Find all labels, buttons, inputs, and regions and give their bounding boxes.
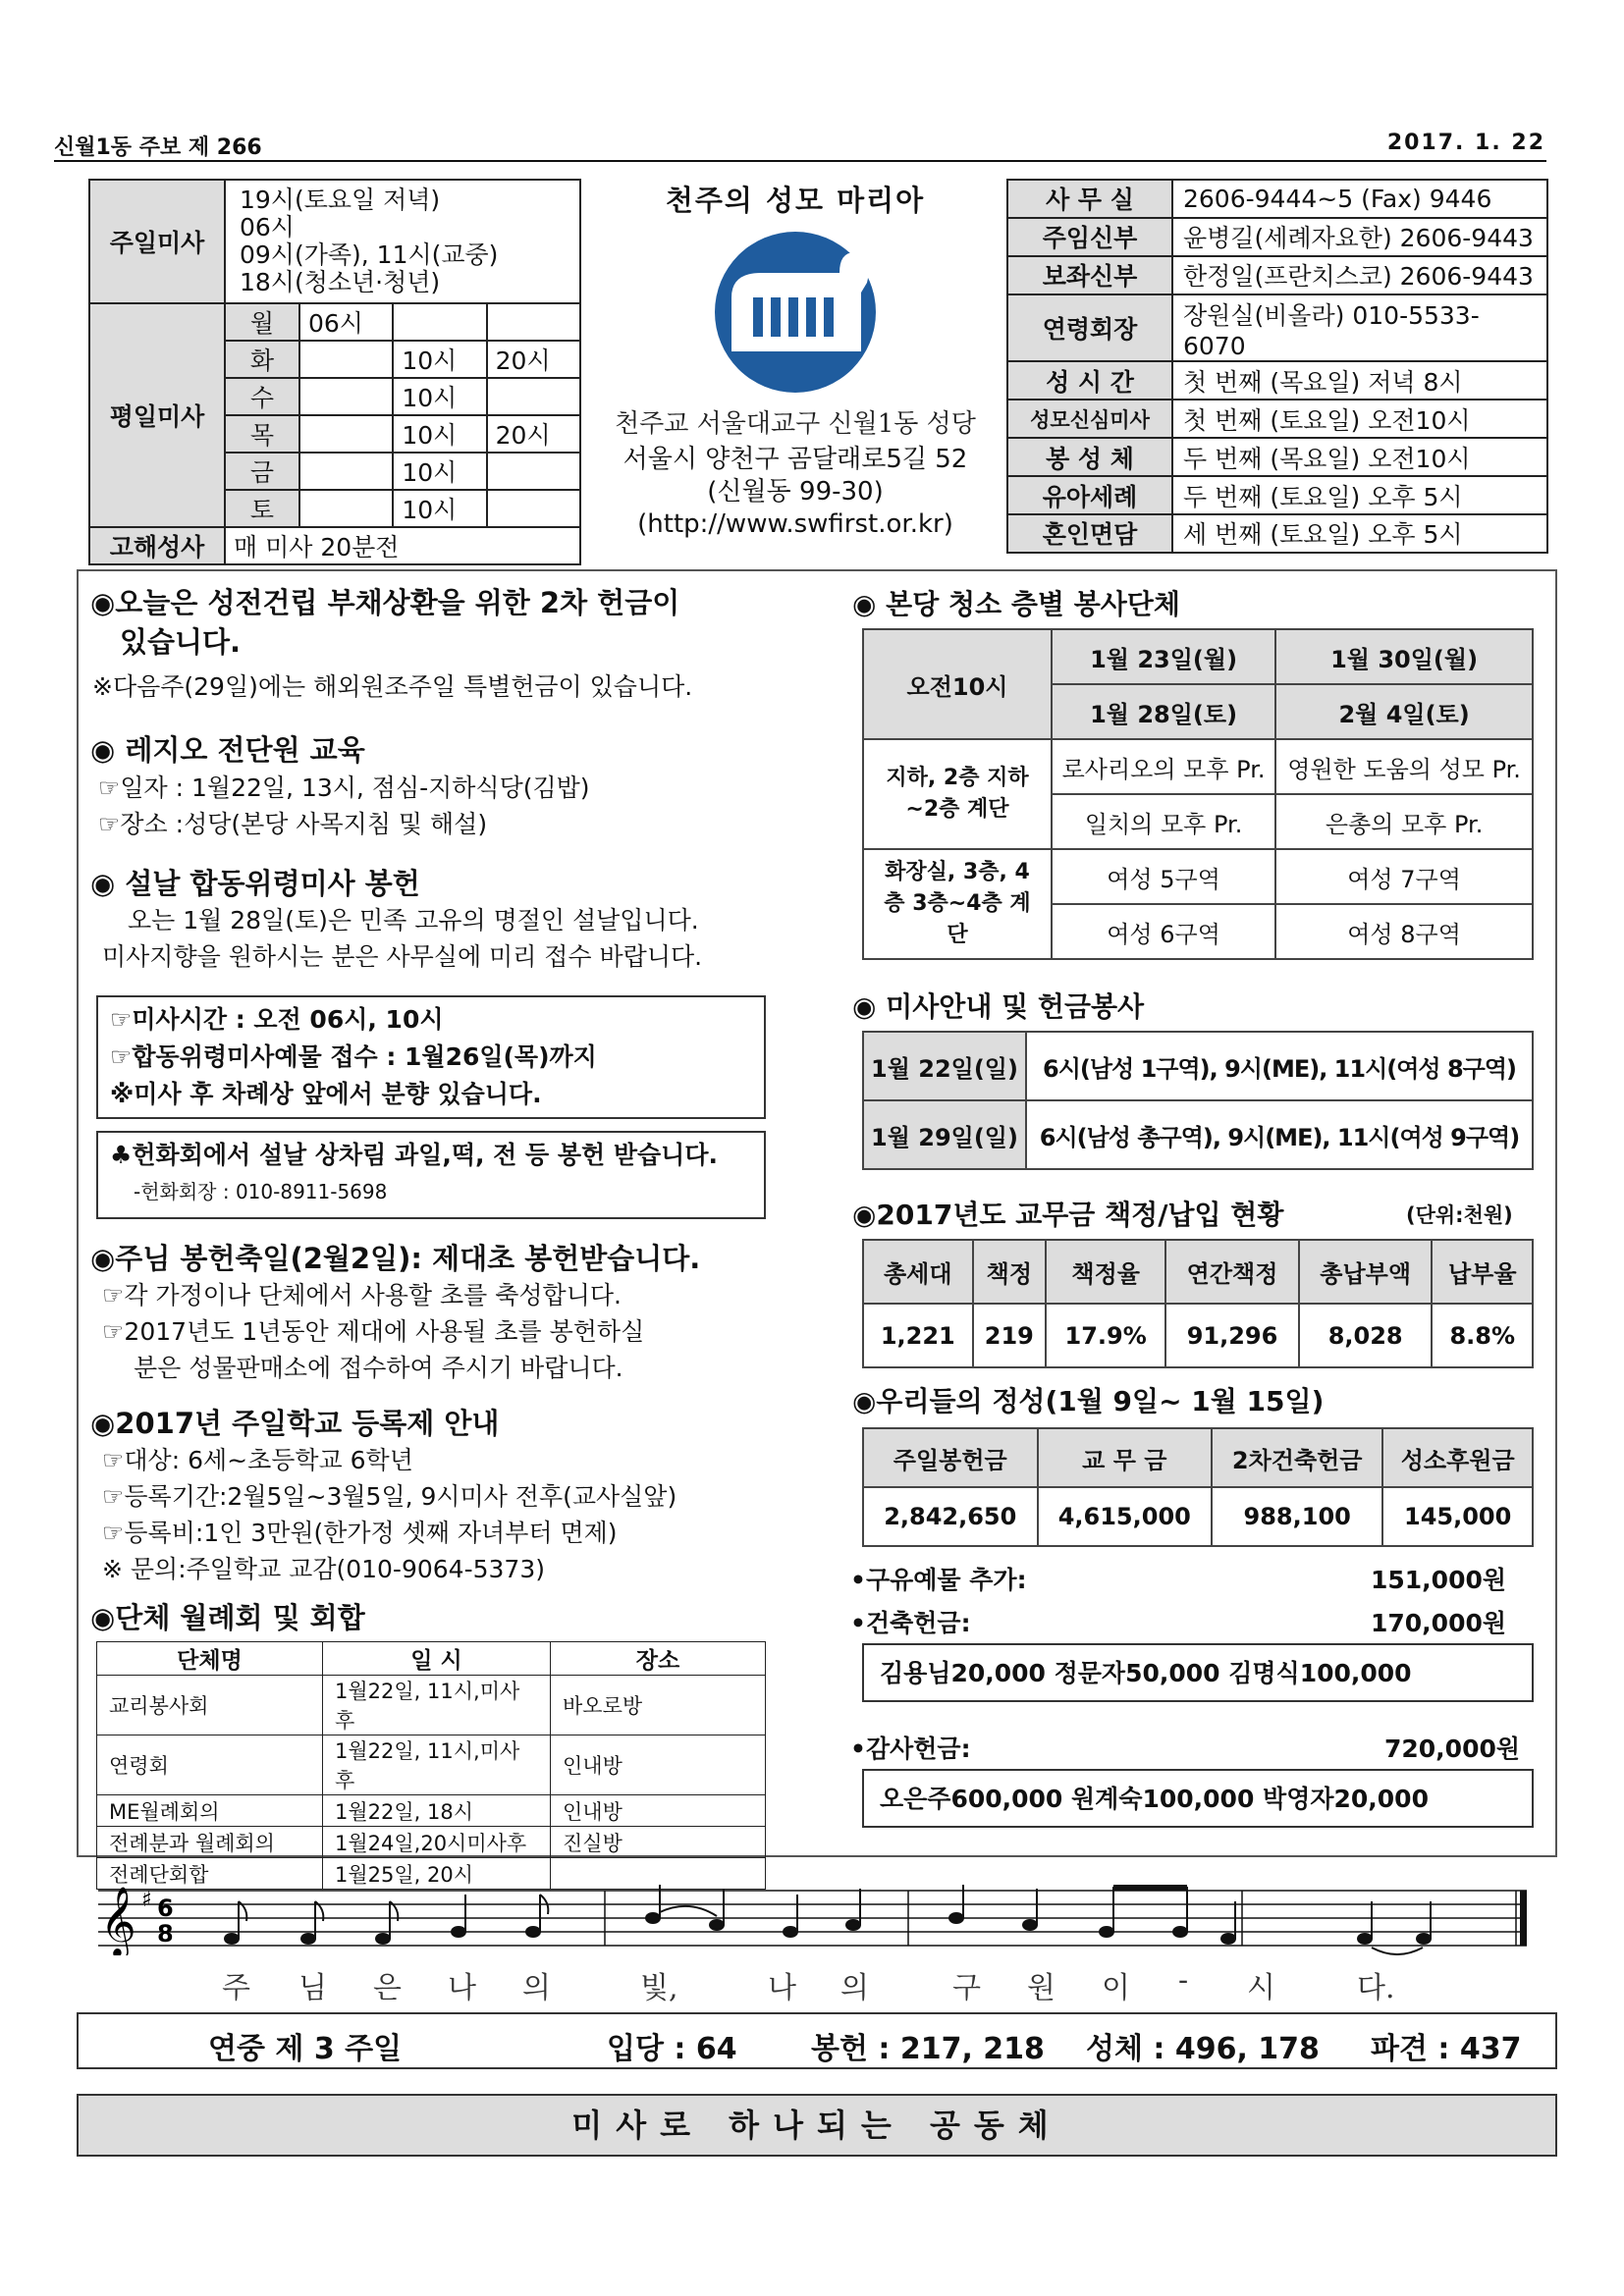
svg-text:𝄞: 𝄞 [100,1885,136,1955]
notice-line: 오는 1월 28일(토)은 민족 고유의 명절인 설날입니다. [128,906,699,934]
weekday-cell: 목 [225,415,299,453]
weekday-cell: 토 [225,490,299,527]
notice-title: ◉주님 봉헌축일(2월2일): 제대초 봉헌받습니다. [90,1242,701,1275]
building-donors: 김용님20,000 정문자50,000 김명식100,000 [862,1643,1534,1702]
weekday-cell: 수 [225,378,299,415]
svg-text:♯: ♯ [141,1888,152,1912]
table-row: 교리봉사회 1월22일, 11시,미사후 바오로방 [97,1676,766,1735]
notice-line: ☞대상: 6세~초등학교 6학년 [102,1446,413,1474]
building-offering-label: •건축헌금: [850,1609,971,1637]
bulletin-number: 신월1동 주보 제 266 [54,135,262,160]
sunday-mass-label: 주일미사 [89,180,225,303]
unit-label: (단위:천원) [1406,1203,1513,1227]
cleaning-table: 오전10시 1월 23일(월) 1월 30일(월) 1월 28일(토) 2월 4일(토) 지하, 2층 지하~2층 계단 로사리오의 모후 Pr. 영원한 도움의 성모 Pr. 일치의 모후 Pr. 은총의 모후 Pr. 화장실, 3층, 4층 3층~4층 계단 여성 5구역 여성 7구역 여성 6구역 여성 8구역 [862,628,1534,960]
tithe-table: 총세대 책정 책정율 연간책정 총납부액 납부율 1,221 219 17.9% 91,296 8,028 8.8% [862,1239,1534,1368]
section-title: ◉2017년도 교무금 책정/납입 현황 [852,1199,1284,1231]
notice-line: ☞2017년도 1년동안 제대에 사용될 초를 봉헌하실 [102,1317,645,1346]
notice-title: ◉2017년 주일학교 등록제 안내 [90,1407,500,1440]
office-info-table: 사 무 실 2606-9444~5 (Fax) 9446 주임신부 윤병길(세례자요한) 2606-9443 보좌신부 한정일(프란치스코) 2606-9443 연령회장 장원실(비올라) 010-5533-6070 성 시 간 첫 번째 (목요일) 저녁 8시 성모신심미사 첫 번째 (토요일) 오전10시 봉 성 체 두 번째 (목요일) 오전10시 유아세례 두 번째 (토요일) 오후 5시 혼인면담 세 번째 (토요일) 오후 5시 [1006,179,1548,554]
weekday-cell: 월 [225,303,299,341]
crib-offering-value: 151,000원 [1371,1566,1507,1594]
parish-address-2: (신월동 99-30) [707,477,884,507]
header-rule [54,160,1546,162]
notice-line: ☞장소 :성당(본당 사목지침 및 해설) [98,810,488,838]
notice-note: ※다음주(29일)에는 해외원조주일 특별헌금이 있습니다. [92,672,693,701]
parish-logo-block [589,177,1001,560]
confession-label: 고해성사 [89,527,225,564]
dismissal-hymn: 파견 : 437 [1371,2032,1522,2066]
offertory-hymn: 봉헌 : 217, 218 [811,2032,1045,2066]
parish-name: 천주교 서울대교구 신월1동 성당 [615,409,976,439]
mass-times-table: 주일미사 19시(토요일 저녁) 06시 09시(가족), 11시(교중) 18시(청소년·청년) 평일미사 월 06시 화 10시 20시 수 10시 목 10시 20시 금 10시 토 10시 고해성사 매 미사 20분전 [88,179,581,565]
notice-line: 미사지향을 원하시는 분은 사무실에 미리 접수 바랍니다. [102,942,703,971]
table-row: 전례단회합 1월25일, 20시 [97,1858,766,1890]
table-row: 전례분과 월례회의 1월24일,20시미사후 진실방 [97,1827,766,1858]
liturgy-hymn-numbers [77,2012,1557,2069]
confession-time: 매 미사 20분전 [225,527,580,564]
sunday-mass-times: 19시(토요일 저녁) 06시 09시(가족), 11시(교중) 18시(청소년·청년) [225,180,580,303]
section-title: ◉ 미사안내 및 헌금봉사 [852,990,1145,1023]
music-staff [98,1877,1532,1955]
notice-line: ☞등록비:1인 3만원(한가정 셋째 자녀부터 면제) [102,1519,618,1547]
svg-text:8: 8 [157,1920,174,1948]
svg-text:6: 6 [157,1895,174,1922]
notice-title: ◉오늘은 성전건립 부채상환을 위한 2차 헌금이 [90,586,680,619]
entrance-hymn: 입당 : 64 [607,2032,737,2066]
thanks-offering-value: 720,000원 [1384,1735,1521,1763]
bulletin-date: 2017. 1. 22 [1386,131,1545,155]
mass-offering-table [862,1031,1534,1170]
hymn-lyrics: 주 님 은 나 의 빛, 나 의 구 원 이 - 시 다. [222,1963,1395,2005]
section-title: ◉우리들의 정성(1월 9일~ 1월 15일) [852,1385,1325,1417]
building-offering-value: 170,000원 [1371,1609,1507,1637]
weekday-mass-label: 평일미사 [89,303,225,527]
parish-address: 서울시 양천구 곰달래로5길 52 [623,445,968,474]
parish-patron: 천주의 성모 마리아 [665,184,926,217]
parish-url[interactable]: (http://www.swfirst.or.kr) [637,509,953,539]
table-row: 1월 22일(일) 6시(남성 1구역), 9시(ME), 11시(여성 8구역) [863,1032,1533,1100]
table-row: 연령회 1월22일, 11시,미사후 인내방 [97,1735,766,1795]
notice-line: 분은 성물판매소에 접수하여 주시기 바랍니다. [134,1354,623,1382]
flower-society-box: ♣헌화회에서 설날 상차림 과일,떡, 전 등 봉헌 받습니다. -헌화회장 : 010-8911-5698 [96,1131,766,1219]
notice-line: ☞일자 : 1월22일, 13시, 점심-지하식당(김밥) [98,774,590,802]
notice-line: ☞등록기간:2월5일~3월5일, 9시미사 전후(교사실앞) [102,1482,677,1511]
notice-line: ☞각 가정이나 단체에서 사용할 초를 축성합니다. [102,1281,622,1309]
notice-title: ◉단체 월례회 및 회합 [90,1601,365,1634]
memorial-mass-box: ☞미사시간 : 오전 06시, 10시 ☞합동위령미사예물 접수 : 1월26일(목)까지 ※미사 후 차례상 앞에서 분향 있습니다. [96,995,766,1119]
offerings-table: 주일봉헌금 교 무 금 2차건축헌금 성소후원금 2,842,650 4,615,000 988,100 145,000 [862,1427,1534,1547]
communion-hymn: 성체 : 496, 178 [1086,2032,1320,2066]
weekday-cell: 금 [225,453,299,490]
notice-title: ◉ 레지오 전단원 교육 [90,733,365,767]
notice-line: ※ 문의:주일학교 교감(010-9064-5373) [102,1555,545,1583]
section-title: ◉ 본당 청소 층별 봉사단체 [852,588,1180,620]
thanks-donors: 오은주600,000 원계숙100,000 박영자20,000 [862,1769,1534,1828]
thanks-offering-label: •감사헌금: [850,1735,971,1763]
table-row: 1월 29일(일) 6시(남성 총구역), 9시(ME), 11시(여성 9구역) [863,1100,1533,1169]
table-row: ME월례회의 1월22일, 18시 인내방 [97,1795,766,1827]
parish-motto: 미사로 하나되는 공동체 [77,2094,1557,2157]
group-meetings-table: 단체명 일 시 장소 교리봉사회 1월22일, 11시,미사후 바오로방 연령회 1월22일, 11시,미사후 인내방 ME월례회의 1월22일, 18시 인내방 전례분과 월례회의 1월24일,20시미사후 진실방 전례단회합 1월25일, 20시 [96,1641,766,1890]
sunday-name: 연중 제 3 주일 [208,2032,403,2066]
parish-logo-icon [692,229,898,396]
notice-title-cont: 있습니다. [120,625,242,659]
weekday-cell: 화 [225,341,299,378]
notice-title: ◉ 설날 합동위령미사 봉헌 [90,867,420,900]
crib-offering-label: •구유예물 추가: [850,1566,1027,1594]
